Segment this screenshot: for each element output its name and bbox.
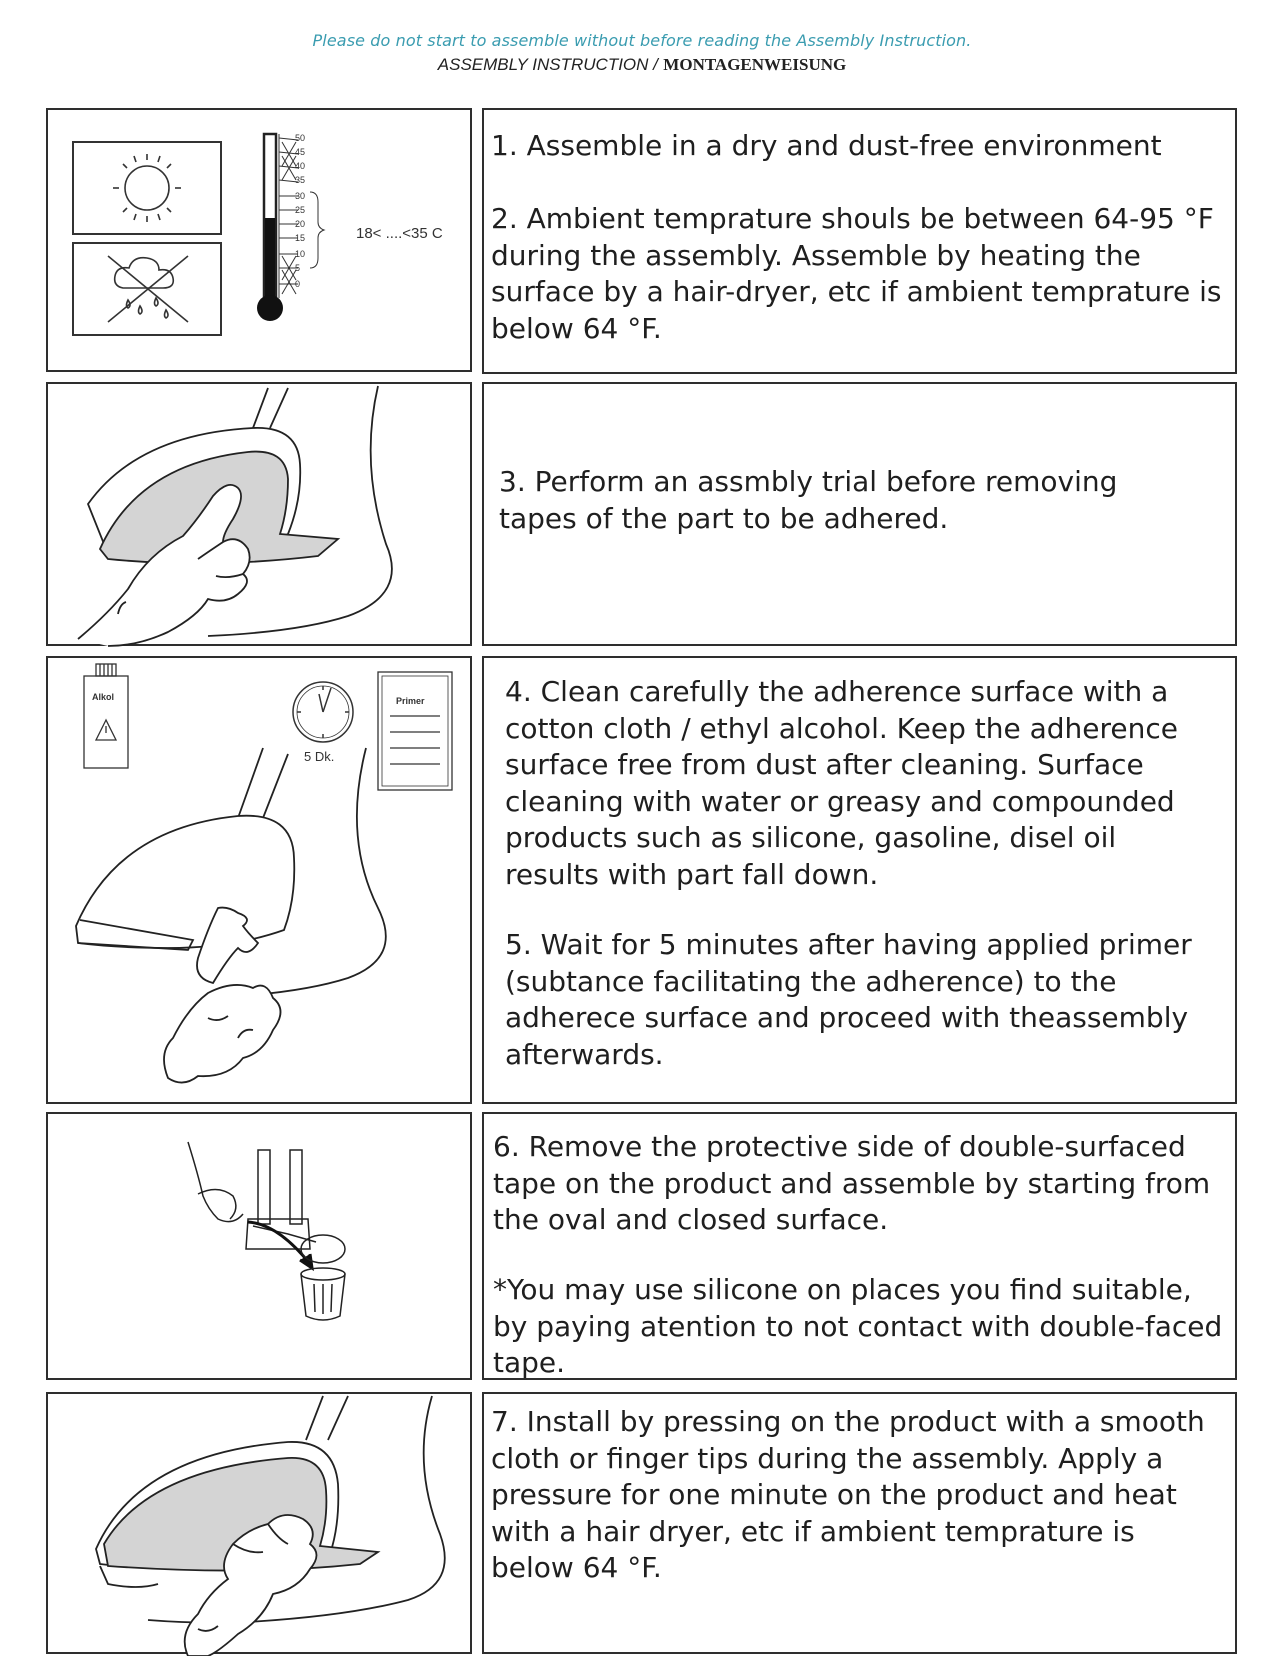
thermo-tick-35: 35 [295, 175, 306, 185]
thermo-tick-40: 40 [295, 161, 306, 171]
timer-label: 5 Dk. [304, 749, 335, 764]
thermo-tick-30: 30 [295, 191, 306, 201]
step-2-text: 2. Ambient temprature shouls be between 64-95 °F during the assembly. Assemble by heating the surface by a hair-dryer, etc if ambient temprature is below 64 °F. [491, 202, 1222, 345]
page-title [0, 55, 1284, 75]
title-english: ASSEMBLY INSTRUCTION / [437, 55, 658, 74]
trash-bin-icon [301, 1235, 345, 1320]
step-6-panel [482, 1112, 1237, 1380]
cleaning-illustration-panel [46, 656, 472, 1104]
tape-removal-illustration-panel [46, 1112, 472, 1380]
cleaning-illustration [48, 658, 474, 1106]
step-7-panel [482, 1392, 1237, 1654]
press-install-illustration-panel [46, 1392, 472, 1654]
trial-fit-illustration [48, 384, 474, 648]
thermo-tick-5: 5 [295, 263, 301, 273]
step-7-text: 7. Install by pressing on the product with a smooth cloth or finger tips during the assembly. Apply a pressure for one minute on the product and heat with a hair dryer, etc if ambient temprature is below 64 °F. [491, 1405, 1205, 1584]
thermo-tick-50: 50 [295, 133, 306, 143]
primer-label: Primer [396, 696, 425, 706]
step-6-note-text: *You may use silicone on places you find suitable, by paying atention to not contact with double-faced tape. [493, 1273, 1223, 1379]
thermo-tick-25: 25 [295, 205, 306, 215]
thermo-tick-45: 45 [295, 147, 306, 157]
step-4-5-panel [482, 656, 1237, 1104]
no-rain-icon [108, 256, 188, 322]
alcohol-label: Alkol [92, 692, 115, 702]
tape-peel-hand-icon [188, 1142, 316, 1249]
step-1-text: 1. Assemble in a dry and dust-free environment [491, 129, 1162, 162]
step-6-text: 6. Remove the protective side of double-surfaced tape on the product and assemble by starting from the oval and closed surface. [493, 1130, 1211, 1236]
step-3-text: 3. Perform an assmbly trial before removing tapes of the part to be adhered. [499, 465, 1118, 535]
sun-icon [113, 154, 181, 222]
weather-illustration-panel [46, 108, 472, 372]
step-1-2-panel [482, 108, 1237, 374]
press-install-illustration [48, 1394, 474, 1656]
trial-fit-illustration-panel [46, 382, 472, 646]
tape-removal-illustration [48, 1114, 474, 1382]
weather-thermometer-illustration [48, 110, 474, 374]
primer-sheet-icon [378, 672, 452, 790]
thermo-tick-0: 0 [295, 279, 301, 289]
title-german: MONTAGENWEISUNG [663, 55, 847, 74]
thermometer-scale [279, 134, 324, 298]
temperature-range-label: 18< ....<35 C [356, 225, 443, 242]
alcohol-bottle-icon [84, 664, 128, 768]
thermo-tick-10: 10 [295, 249, 306, 259]
step-5-text: 5. Wait for 5 minutes after having applied primer (subtance facilitating the adherence) to the adherece surface and proceed with theassembly afterwards. [505, 928, 1192, 1071]
step-4-text: 4. Clean carefully the adherence surface with a cotton cloth / ethyl alcohol. Keep the adherence surface free from dust after cleaning. Surface cleaning with water or greasy and compounded products such as silicone, gasoline, disel oil results with part fall down. [505, 675, 1178, 891]
timer-icon [293, 682, 353, 742]
thermo-tick-15: 15 [295, 233, 306, 243]
read-instructions-notice: Please do not start to assemble without before reading the Assembly Instruction. [312, 31, 972, 50]
thermo-tick-20: 20 [295, 219, 306, 229]
step-3-panel [482, 382, 1237, 646]
